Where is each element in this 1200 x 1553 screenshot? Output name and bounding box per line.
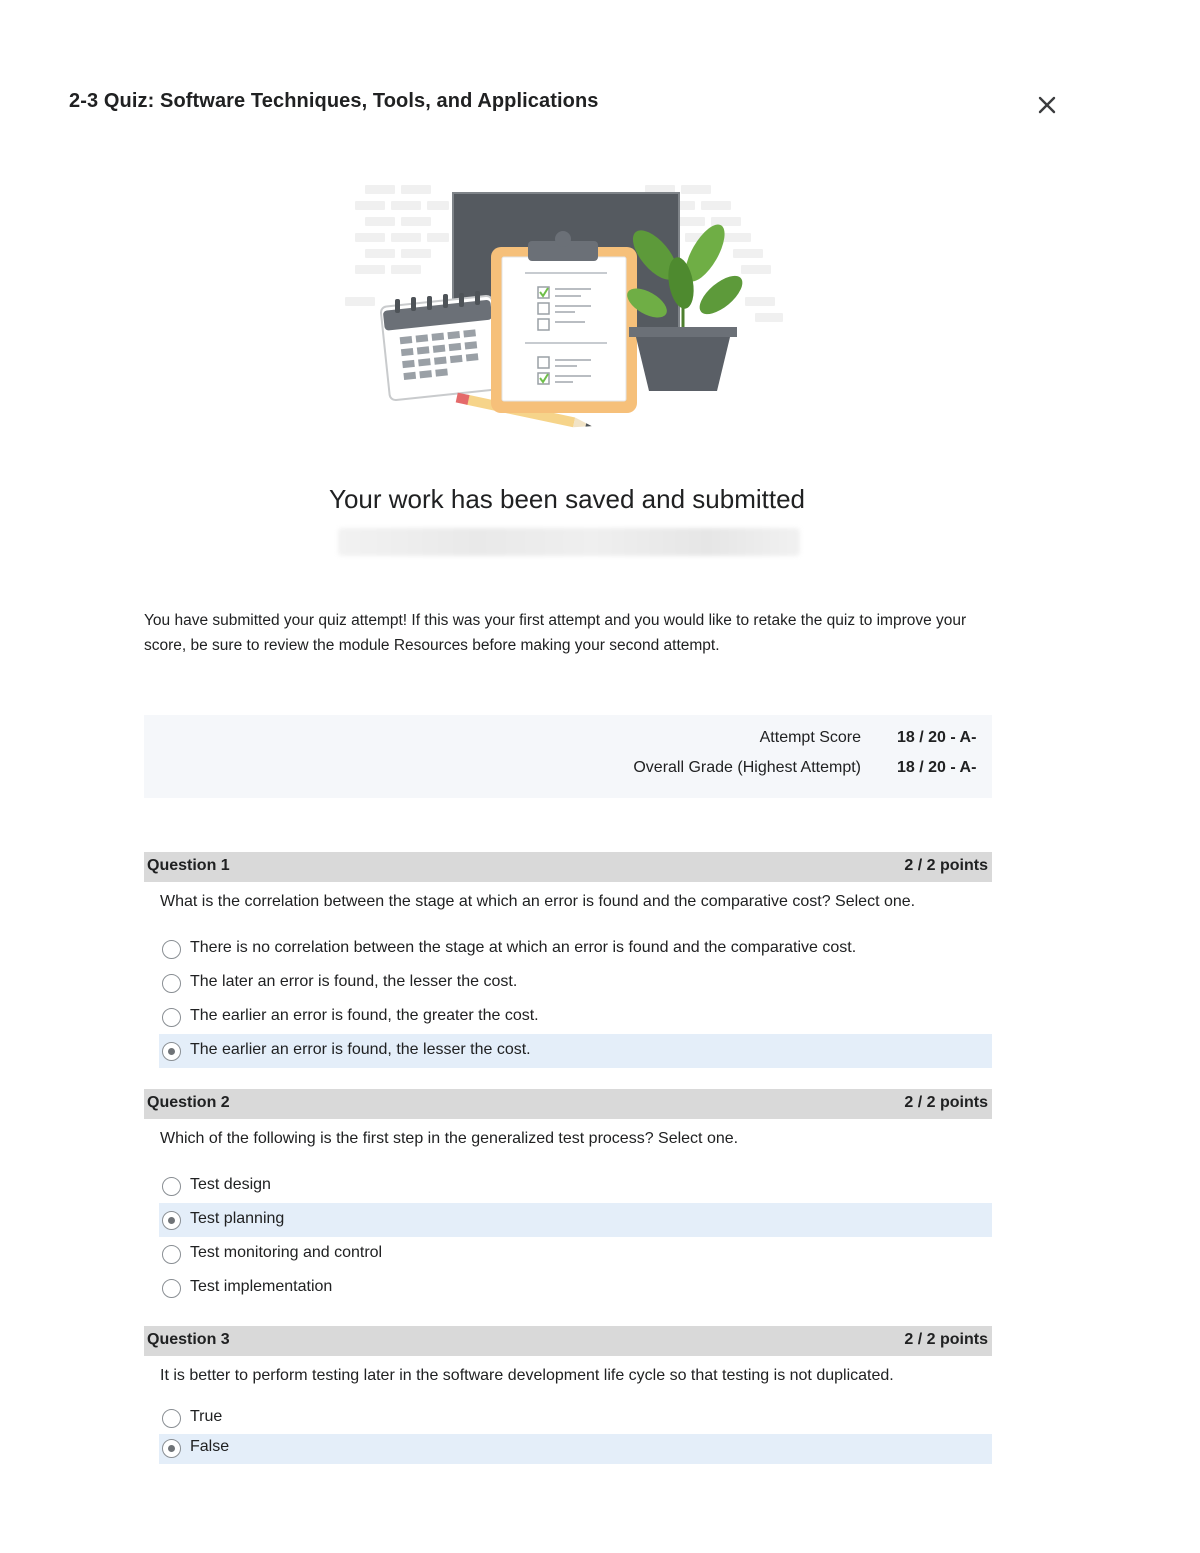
quiz-title: 2-3 Quiz: Software Techniques, Tools, and Applications [69, 90, 599, 112]
answer-option[interactable] [159, 1401, 992, 1433]
answer-label: The earlier an error is found, the lesser the cost. [190, 1041, 531, 1058]
close-button[interactable] [1034, 92, 1060, 118]
quiz-submitted-illustration [345, 175, 785, 437]
answer-label: Test implementation [190, 1278, 333, 1295]
score-summary [144, 715, 992, 798]
answer-option[interactable] [159, 966, 992, 1000]
overall-grade-row [144, 759, 992, 781]
attempt-score-label: Attempt Score [759, 729, 861, 746]
answer-option[interactable] [159, 1000, 992, 1034]
overall-grade-label: Overall Grade (Highest Attempt) [633, 759, 861, 776]
question-header [144, 1089, 992, 1119]
question-header [144, 852, 992, 882]
radio-button[interactable] [162, 1409, 181, 1428]
close-icon [1034, 92, 1060, 118]
clipboard-icon [491, 231, 637, 413]
question-number: Question 1 [147, 857, 230, 874]
answer-label: There is no correlation between the stage at which an error is found and the comparative cost. [190, 939, 857, 956]
attempt-score-value: 18 / 20 - A- [897, 729, 977, 746]
radio-button[interactable] [162, 974, 181, 993]
radio-button-checked[interactable] [162, 1042, 181, 1061]
radio-button[interactable] [162, 1177, 181, 1196]
answer-label: True [190, 1408, 223, 1425]
submission-headline: Your work has been saved and submitted [328, 484, 805, 514]
question-text: It is better to perform testing later in the software development life cycle so that testing is not duplicated. [160, 1367, 894, 1384]
calendar-icon [380, 291, 501, 401]
radio-button-checked[interactable] [162, 1439, 181, 1458]
answer-label: The earlier an error is found, the greater the cost. [190, 1007, 539, 1024]
potted-plant-icon [622, 219, 748, 391]
radio-button-checked[interactable] [162, 1211, 181, 1230]
question-points: 2 / 2 points [904, 1094, 988, 1111]
radio-button[interactable] [162, 1279, 181, 1298]
answer-label: False [190, 1438, 230, 1455]
answer-label: Test design [190, 1176, 271, 1193]
answer-option-selected[interactable] [159, 1434, 992, 1464]
answer-label: The later an error is found, the lesser the cost. [190, 973, 518, 990]
answer-label: Test monitoring and control [190, 1244, 383, 1261]
answer-label: Test planning [190, 1210, 285, 1227]
submission-message: You have submitted your quiz attempt! If this was your first attempt and you would like to retake the quiz to improve your score, be sure to review the module Resources before making your second attempt. [144, 612, 967, 654]
question-text: Which of the following is the first step in the generalized test process? Select one. [160, 1130, 739, 1147]
answer-option[interactable] [159, 1237, 992, 1271]
answer-option[interactable] [159, 1271, 992, 1305]
question-text: What is the correlation between the stage at which an error is found and the comparative cost? Select one. [160, 893, 916, 910]
question-points: 2 / 2 points [904, 857, 988, 874]
radio-button[interactable] [162, 940, 181, 959]
radio-button[interactable] [162, 1008, 181, 1027]
question-number: Question 3 [147, 1331, 230, 1348]
overall-grade-value: 18 / 20 - A- [897, 759, 977, 776]
radio-button[interactable] [162, 1245, 181, 1264]
question-number: Question 2 [147, 1094, 230, 1111]
redacted-info [338, 528, 800, 556]
answer-option[interactable] [159, 1169, 992, 1203]
answer-option[interactable] [159, 932, 992, 966]
attempt-score-row [144, 729, 992, 751]
answer-option-selected[interactable] [159, 1203, 992, 1237]
answer-option-selected[interactable] [159, 1034, 992, 1068]
question-points: 2 / 2 points [904, 1331, 988, 1348]
question-header [144, 1326, 992, 1356]
